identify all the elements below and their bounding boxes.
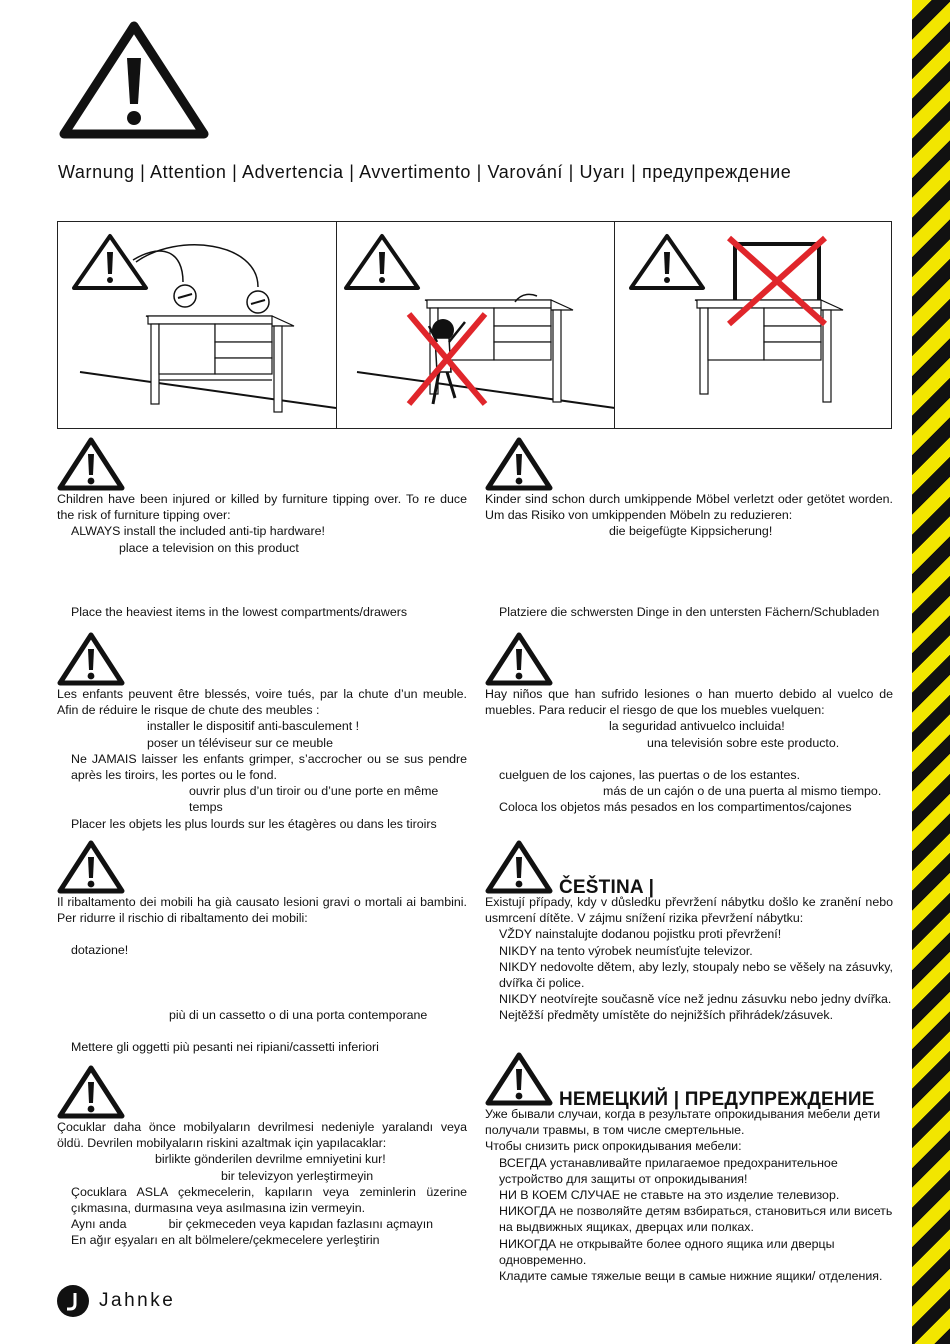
instruction: NIKDY neotvírejte současně více než jednu zásuvku nebo jedny dvířka.	[499, 992, 892, 1007]
hazard-stripe	[912, 0, 950, 1344]
intro-text: Il ribaltamento dei mobili ha già causato lesioni gravi o mortali ai bambini. Per ridurre il rischio di ribaltamento dei mobili:	[57, 895, 467, 926]
warning-triangle-icon	[57, 840, 125, 894]
instruction: una televisión sobre este producto.	[647, 735, 840, 750]
section-title: НЕМЕЦКИЙ | ПРЕДУПРЕЖДЕНИЕ	[559, 1088, 875, 1110]
instruction: Aynı anda bir çekmeceden veya kapıdan fazlasını açmayın	[71, 1217, 434, 1232]
intro-text: Children have been injured or killed by furniture tipping over. To re duce the risk of furniture tipping over:	[57, 492, 467, 523]
instruction: Кладите самые тяжелые вещи в самые нижние ящики/ отделения.	[499, 1269, 883, 1284]
instruction: más de un cajón o de una puerta al mismo tiempo.	[603, 784, 882, 799]
section-italian	[57, 840, 467, 1055]
instruction: NIKDY nedovolte dětem, aby lezly, stoupaly nebo se věšely na zásuvky, dvířka či police.	[499, 959, 893, 991]
instruction: bir televizyon yerleştirmeyin	[221, 1168, 374, 1183]
intro-text: Уже бывали случаи, когда в результате опрокидывания мебели дети получали травмы, в том числе смертельные.	[485, 1107, 881, 1138]
instruction: ВСЕГДА устанавливайте прилагаемое предохранительное устройство для защиты от опрокидывания!	[499, 1155, 838, 1186]
panel-no-television	[614, 222, 892, 428]
intro-text: Hay niños que han sufrido lesiones o han muerto debido al vuelco de muebles. Para reducir el riesgo de que los muebles vuelquen:	[485, 687, 893, 718]
section-spanish	[485, 632, 893, 815]
instruction: place a television on this product	[119, 540, 299, 555]
instruction: ALWAYS install the included anti-tip hardware!	[71, 524, 325, 539]
warning-triangle-icon	[485, 632, 553, 686]
page-title: Warnung | Attention | Advertencia | Avvertimento | Varování | Uyarı | предупреждение	[58, 162, 792, 182]
section-german	[485, 437, 893, 620]
intro-text: Çocuklar daha önce mobilyaların devrilmesi nedeniyle yaralandı veya öldü. Devrilen mobilyaların riskini azaltmak için yapılacaklar:	[57, 1120, 467, 1151]
small-warning-icon	[631, 236, 703, 288]
logo-text: Jahnke	[99, 1290, 176, 1311]
intro-text: Les enfants peuvent être blessés, voire tués, par la chute d’un meuble. Afin de réduire le risque de chute des meubles :	[57, 687, 467, 718]
instruction: più di un cassetto o di una porta contemporane	[169, 1007, 428, 1022]
small-warning-icon	[346, 236, 418, 288]
section-czech	[485, 840, 893, 1024]
warning-triangle-icon	[485, 840, 553, 894]
section-turkish	[57, 1065, 467, 1249]
intro-text: Чтобы снизить риск опрокидывания мебели:	[485, 1139, 742, 1154]
logo-icon	[57, 1285, 89, 1317]
section-french	[57, 632, 467, 832]
instruction: Nejtěžší předměty umístěte do nejnižších přihrádek/zásuvek.	[499, 1008, 834, 1023]
brand-logo	[57, 1285, 207, 1317]
instruction: Mettere gli oggetti più pesanti nei ripiani/cassetti inferiori	[71, 1039, 379, 1054]
instruction: die beigefügte Kippsicherung!	[609, 524, 773, 539]
warning-triangle-icon	[485, 437, 553, 491]
panel-no-climbing	[336, 222, 615, 428]
section-title: ČEŠTINA |	[559, 876, 655, 898]
instruction: NIKDY na tento výrobek neumísťujte televizor.	[499, 943, 753, 958]
instruction: VŽDY nainstalujte dodanou pojistku proti převržení!	[499, 927, 782, 942]
instruction: НИ В КОЕМ СЛУЧАЕ не ставьте на это изделие телевизор.	[499, 1188, 840, 1203]
instruction: poser un téléviseur sur ce meuble	[147, 735, 333, 750]
instruction: НИКОГДА не открывайте более одного ящика или дверцы одновременно.	[499, 1236, 835, 1267]
instruction: installer le dispositif anti-basculement !	[147, 719, 360, 734]
section-english	[57, 437, 467, 620]
instruction: Placer les objets les plus lourds sur les étagères ou dans les tiroirs	[71, 816, 437, 831]
instruction: Ne JAMAIS laisser les enfants grimper, s’accrocher ou se sus pendre après les tiroirs, les portes ou le fond.	[71, 751, 467, 783]
warning-triangle-icon	[57, 437, 125, 491]
section-russian	[485, 1052, 893, 1284]
instruction: Coloca los objetos más pesados en los compartimentos/cajones	[499, 800, 852, 815]
instruction: dotazione!	[71, 943, 129, 958]
instruction: birlikte gönderilen devrilme emniyetini kur!	[155, 1152, 386, 1167]
intro-text: Kinder sind schon durch umkippende Möbel verletzt oder getötet worden. Um das Risiko von umkippenden Möbeln zu reduzieren:	[485, 492, 893, 523]
instruction: Çocuklara ASLA çekmecelerin, kapıların veya zeminlerin üzerine çıkmasına, durmasına veya asılmasına izin vermeyin.	[71, 1184, 467, 1216]
illustration-panels	[57, 221, 892, 429]
small-warning-icon	[74, 236, 146, 288]
instruction: la seguridad antivuelco incluida!	[609, 719, 785, 734]
instruction: Platziere die schwersten Dinge in den untersten Fächern/Schubladen	[499, 604, 880, 619]
instruction: Place the heaviest items in the lowest compartments/drawers	[71, 604, 408, 619]
warning-triangle-icon	[485, 1052, 553, 1106]
instruction: cuelguen de los cajones, las puertas o de los estantes.	[499, 767, 801, 782]
warning-triangle-icon	[57, 632, 125, 686]
instruction: En ağır eşyaları en alt bölmelere/çekmecelere yerleştirin	[71, 1233, 380, 1248]
instruction: ouvrir plus d’un tiroir ou d’une porte en même temps	[189, 784, 439, 815]
warning-triangle-icon	[57, 1065, 125, 1119]
warning-triangle-icon	[58, 20, 210, 140]
intro-text: Existují případy, kdy v důsledku převržení nábytku došlo ke zranění nebo usmrcení dítěte. V zájmu snížení rizika převržení nábytku:	[485, 895, 893, 926]
panel-anti-tip	[58, 222, 336, 428]
instruction: НИКОГДА не позволяйте детям взбираться, становиться или висеть на выдвижных ящиках, дверцах или полках.	[499, 1204, 893, 1235]
